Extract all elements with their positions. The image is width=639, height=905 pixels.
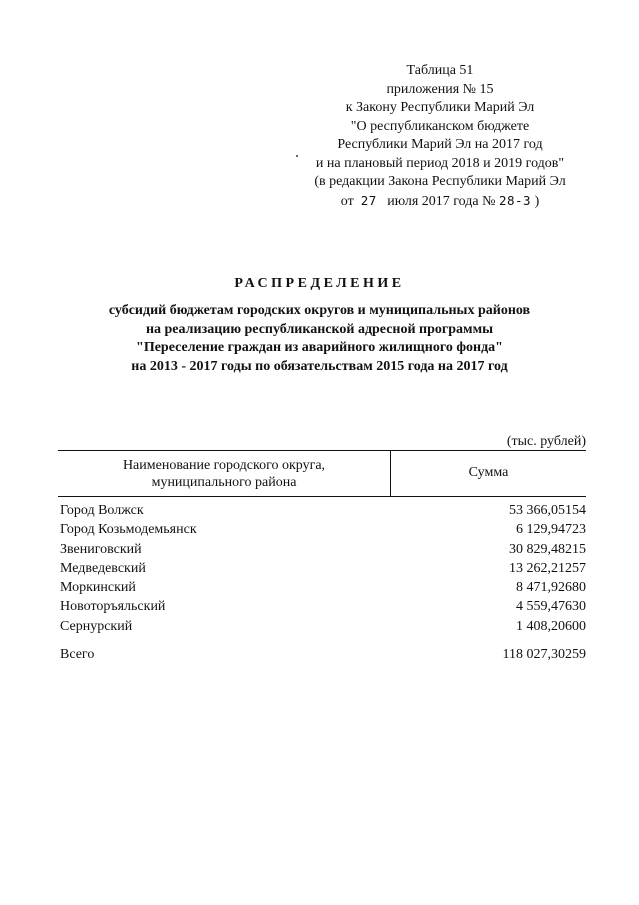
header-line: к Закону Республики Марий Эл (345, 100, 535, 115)
total-label: Всего (60, 647, 95, 663)
date-number: 28-3 (498, 192, 532, 208)
date-middle: июля 2017 года № (387, 193, 496, 209)
header-date-line (290, 192, 590, 212)
subtitle-line: субсидий бюджетам городских округов и муниципальных районов (108, 303, 531, 318)
row-name: Сернурский (60, 618, 133, 634)
row-sum: 30 829,48215 (509, 541, 586, 557)
row-name: Звениговский (60, 541, 142, 557)
table-row (60, 559, 586, 578)
table-row (60, 578, 586, 597)
table-header (58, 450, 586, 497)
date-day: 27 (360, 192, 377, 208)
header-line: (в редакции Закона Республики Марий Эл (314, 174, 566, 189)
row-name: Город Волжск (60, 503, 144, 518)
table-row (60, 597, 586, 616)
header-line: Таблица 51 (406, 63, 474, 78)
row-sum: 13 262,21257 (509, 560, 586, 576)
row-name: Моркинский (60, 580, 136, 596)
total-sum: 118 027,30259 (502, 647, 586, 663)
column-header-name-line: Наименование городского округа, (122, 458, 326, 473)
table-row (60, 501, 586, 520)
table-body (60, 501, 586, 664)
table-row (60, 617, 586, 636)
date-suffix: ) (534, 193, 540, 209)
document-title: РАСПРЕДЕЛЕНИЕ (234, 276, 405, 291)
subtitle-line: на реализацию республиканской адресной программы (145, 321, 494, 337)
row-name: Город Козьмодемьянск (60, 522, 197, 538)
column-header-sum: Сумма (468, 465, 509, 480)
row-name: Медведевский (60, 560, 146, 576)
header-line: приложения № 15 (386, 81, 494, 97)
column-header-name-line: муниципального района (151, 475, 297, 490)
row-sum: 8 471,92680 (516, 580, 586, 596)
date-prefix: от (340, 193, 354, 209)
row-sum: 6 129,94723 (516, 522, 586, 538)
document-header (290, 62, 590, 211)
table-total-row (60, 645, 586, 664)
units-label: (тыс. рублей) (506, 434, 586, 449)
column-header-name (58, 457, 390, 491)
header-line: "О республиканском бюджете (350, 118, 530, 134)
row-sum: 1 408,20600 (516, 618, 586, 634)
row-name: Новоторъяльский (60, 599, 166, 615)
scan-speck (296, 155, 298, 157)
header-line: и на плановый период 2018 и 2019 годов" (315, 155, 565, 171)
document-subtitle (0, 302, 639, 376)
subtitle-line: "Переселение граждан из аварийного жилищного фонда" (136, 340, 503, 355)
subtitle-line: на 2013 - 2017 годы по обязательствам 2015 года на 2017 год (131, 358, 508, 374)
table-row (60, 540, 586, 559)
header-line: Республики Марий Эл на 2017 год (337, 137, 543, 152)
table-row (60, 520, 586, 539)
row-sum: 4 559,47630 (516, 599, 586, 615)
row-sum: 53 366,05154 (509, 503, 586, 518)
